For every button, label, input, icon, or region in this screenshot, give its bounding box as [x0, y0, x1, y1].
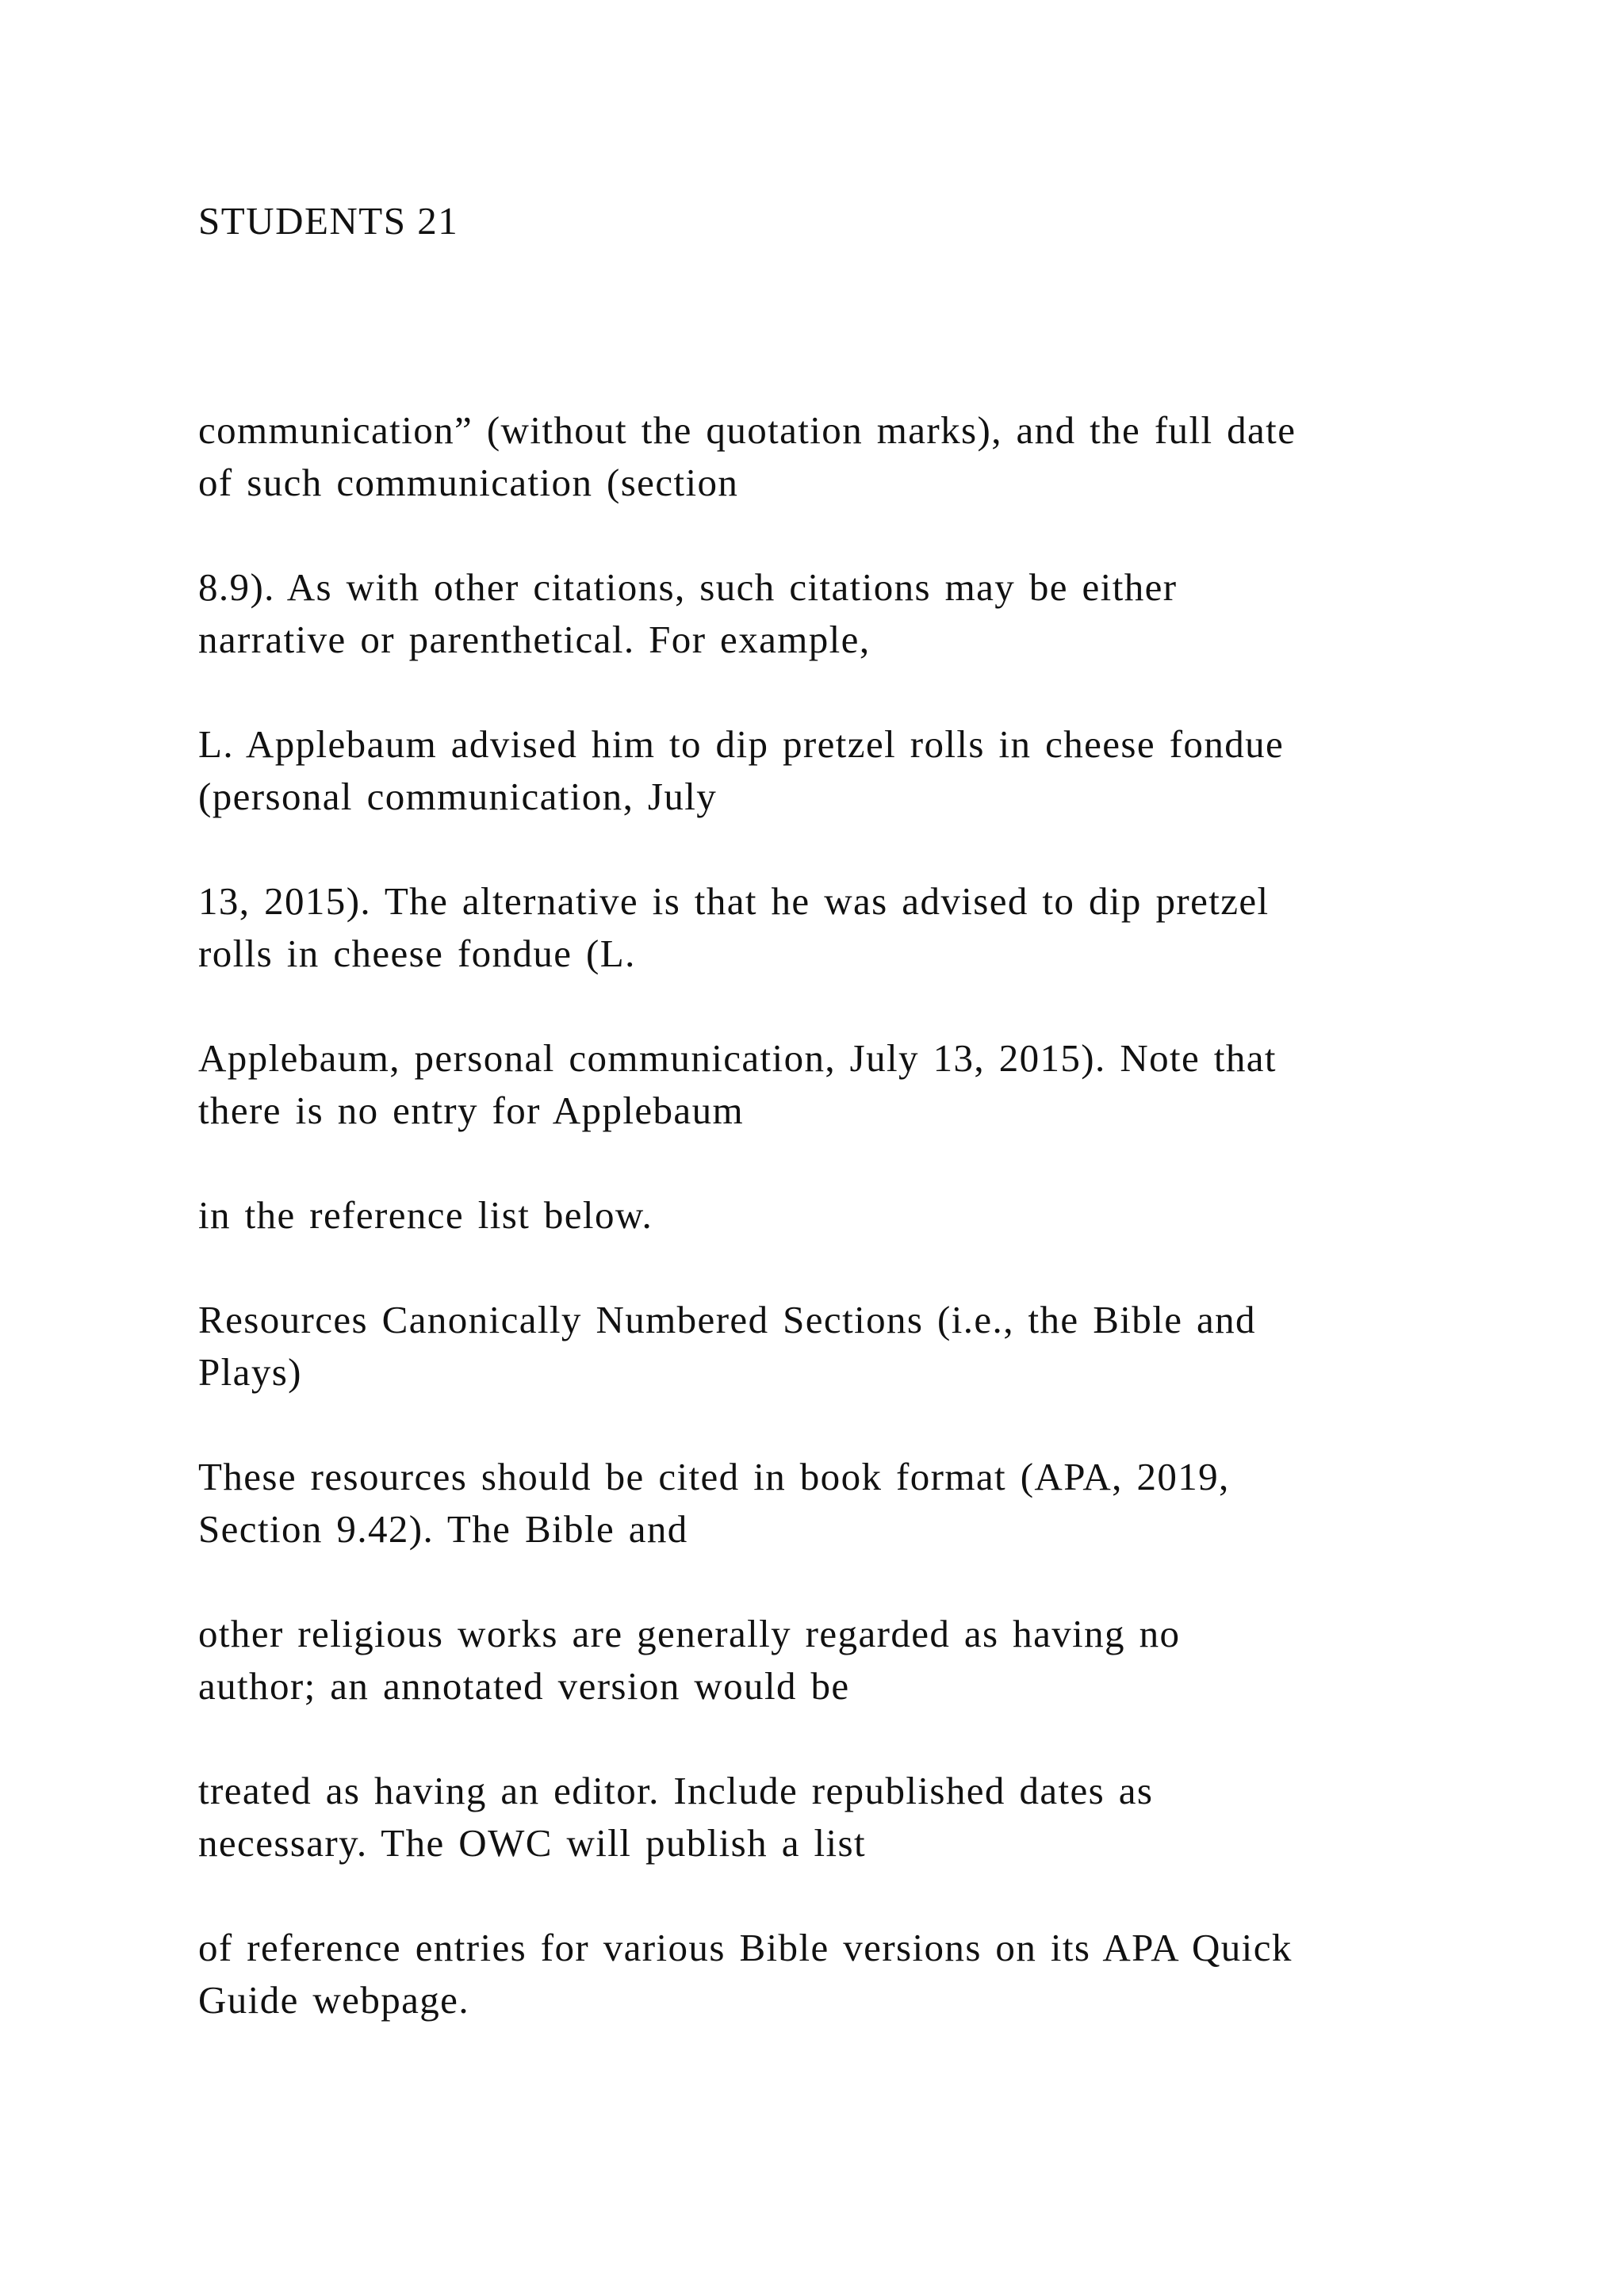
paragraph-line: necessary. The OWC will publish a list	[198, 1821, 867, 1865]
paragraph-line: there is no entry for Applebaum	[198, 1089, 744, 1132]
paragraph-line: 8.9). As with other citations, such citations may be either	[198, 565, 1178, 609]
paragraph	[198, 875, 1451, 980]
section-heading-line: Plays)	[198, 1350, 302, 1394]
paragraph-line: 13, 2015). The alternative is that he was advised to dip pretzel	[198, 879, 1270, 923]
paragraph	[198, 404, 1451, 509]
paragraph	[198, 1765, 1451, 1869]
section-heading-line: Resources Canonically Numbered Sections (i.e., the Bible and	[198, 1298, 1256, 1341]
paragraph-line: Section 9.42). The Bible and	[198, 1507, 688, 1551]
running-head: STUDENTS 21	[198, 199, 459, 243]
paragraph	[198, 1451, 1451, 1556]
paragraph-line: narrative or parenthetical. For example,	[198, 618, 871, 661]
paragraph-line: of reference entries for various Bible versions on its APA Quick	[198, 1926, 1293, 1969]
paragraph-line: (personal communication, July	[198, 775, 718, 818]
paragraph	[198, 1608, 1451, 1712]
paragraph-line: in the reference list below.	[198, 1193, 653, 1237]
paragraph-line: communication” (without the quotation marks), and the full date	[198, 408, 1297, 452]
paragraph	[198, 1189, 1451, 1242]
paragraph	[198, 1032, 1451, 1137]
section-heading	[198, 1294, 1451, 1399]
paragraph	[198, 561, 1451, 666]
paragraph-line: treated as having an editor. Include republished dates as	[198, 1769, 1154, 1812]
paragraph-line: of such communication (section	[198, 461, 739, 504]
paragraph-line: author; an annotated version would be	[198, 1664, 850, 1708]
paragraph-line: Guide webpage.	[198, 1978, 469, 2022]
paragraph	[198, 1922, 1451, 2026]
paragraph-line: rolls in cheese fondue (L.	[198, 932, 636, 975]
paragraph-line: Applebaum, personal communication, July 13, 2015). Note that	[198, 1036, 1277, 1080]
paragraph-line: other religious works are generally regarded as having no	[198, 1612, 1181, 1655]
paragraph-line: These resources should be cited in book format (APA, 2019,	[198, 1455, 1230, 1498]
paragraph-line: L. Applebaum advised him to dip pretzel rolls in cheese fondue	[198, 722, 1285, 766]
paragraph	[198, 718, 1451, 823]
